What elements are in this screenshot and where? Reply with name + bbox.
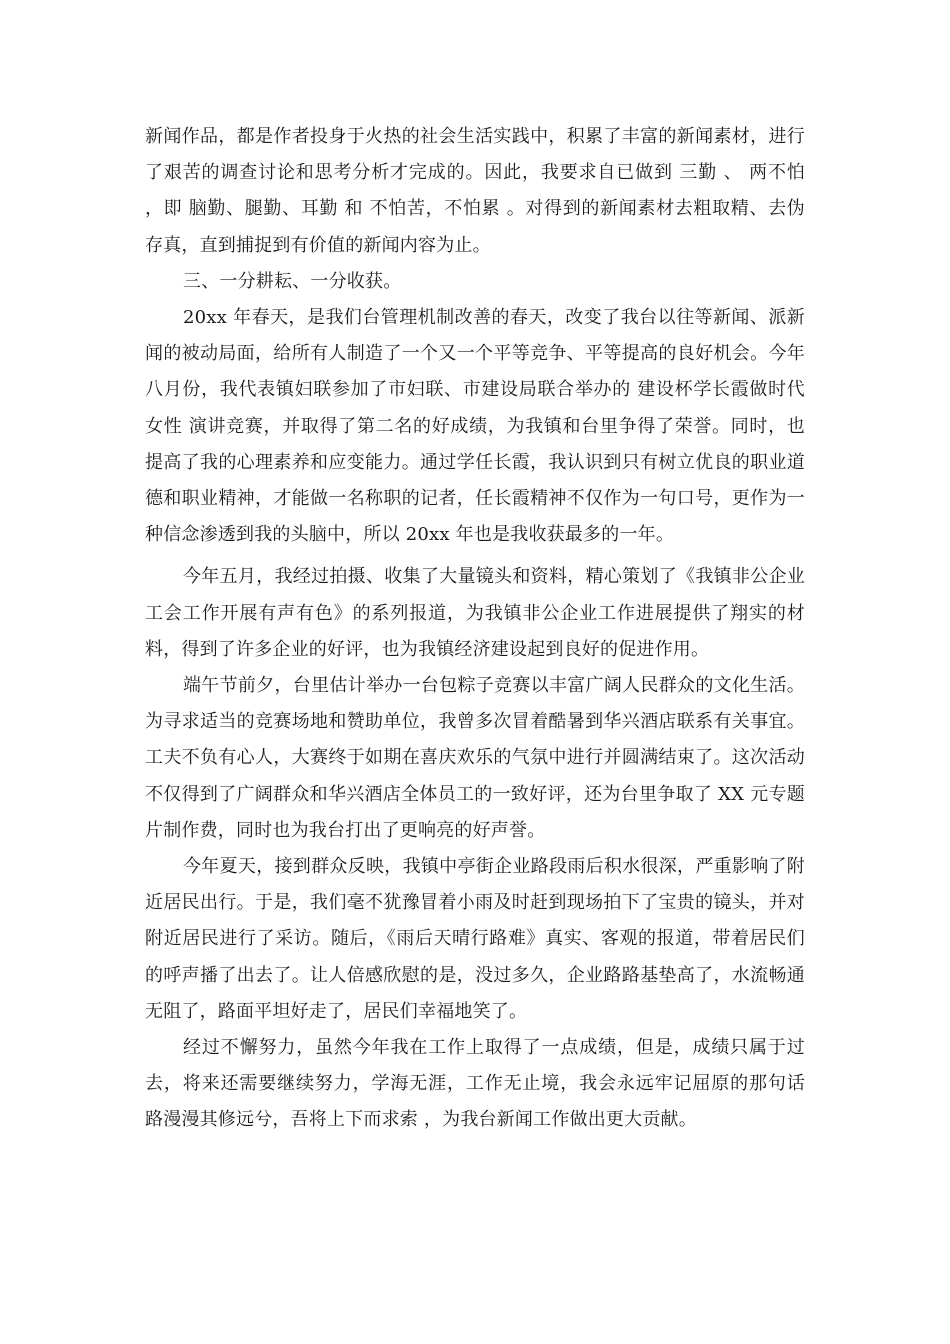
section-heading-harvest: 三、一分耕耘、一分收获。 xyxy=(183,270,402,292)
document-body xyxy=(145,119,811,1139)
paragraph-summer-flood-report: 今年夏天，接到群众反映，我镇中亭街企业路段雨后积水很深，严重影响了附近居民出行。于是，我们毫不犹豫冒着小雨及时赶到现场拍下了宝贵的镜头，并对附近居民进行了采访。随后，《雨后天晴行路难》真实、客观的报道，带着居民们的呼声播了出去了。让人倍感欣慰的是，没过多久，企业路路基垫高了，水流畅通无阻了，路面平坦好走了，居民们幸福地笑了。 xyxy=(145,856,805,1022)
paragraph-news-works: 新闻作品，都是作者投身于火热的社会生活实践中，积累了丰富的新闻素材，进行了艰苦的调查讨论和思考分析才完成的。因此，我要求自已做到 三勤 、 两不怕 ，即 脑勤、腿勤、耳勤 和 不怕苦，不怕累 。对得到的新闻素材去粗取精、去伪存真，直到捕捉到有价值的新闻内容为止。 xyxy=(145,126,811,256)
paragraph-may-report-series: 今年五月，我经过拍摄、收集了大量镜头和资料，精心策划了《我镇非公企业工会工作开展有声有色》的系列报道，为我镇非公企业工作进展提供了翔实的材料，得到了许多企业的好评，也为我镇经济建设起到良好的促进作用。 xyxy=(145,566,805,660)
paragraph-conclusion: 经过不懈努力，虽然今年我在工作上取得了一点成绩，但是，成绩只属于过去，将来还需要继续努力，学海无涯，工作无止境，我会永远牢记屈原的那句话 路漫漫其修远兮，吾将上下而求索 ，为我台新闻工作做出更大贡献。 xyxy=(145,1037,811,1131)
paragraph-spring-speech-contest: 20xx 年春天，是我们台管理机制改善的春天，改变了我台以往等新闻、派新闻的被动局面，给所有人制造了一个又一个平等竞争、平等提高的良好机会。今年八月份，我代表镇妇联参加了市妇联、市建设局联合举办的 建设杯学长霞做时代女性 演讲竞赛，并取得了第二名的好成绩，为我镇和台里争得了荣誉。同时，也提高了我的心理素养和应变能力。通过学任长霞，我认识到只有树立优良的职业道德和职业精神，才能做一名称职的记者，任长霞精神不仅作为一句口号，更作为一种信念渗透到我的头脑中，所以 20xx 年也是我收获最多的一年。 xyxy=(145,307,805,546)
paragraph-dragon-boat-event: 端午节前夕，台里估计举办一台包粽子竞赛以丰富广阔人民群众的文化生活。为寻求适当的竞赛场地和赞助单位，我曾多次冒着酷暑到华兴酒店联系有关事宜。工夫不负有心人，大赛终于如期在喜庆欢乐的气氛中进行并圆满结束了。这次活动不仅得到了广阔群众和华兴酒店全体员工的一致好评，还为台里争取了 XX 元专题片制作费，同时也为我台打出了更响亮的好声誉。 xyxy=(145,675,805,841)
